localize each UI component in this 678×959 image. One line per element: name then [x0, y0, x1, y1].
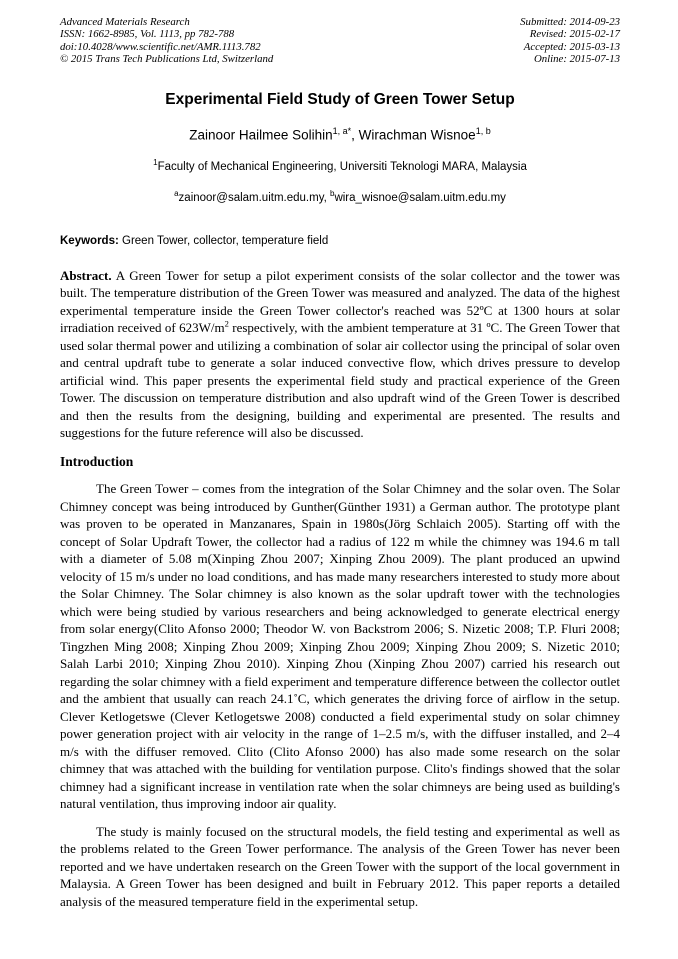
accepted-date: Accepted: 2015-03-13 — [523, 40, 620, 53]
journal-info — [60, 16, 273, 66]
paper-title: Experimental Field Study of Green Tower Setup — [165, 90, 515, 108]
authors-line — [60, 123, 620, 144]
abstract-superscript: 2 — [224, 318, 229, 329]
emails-line — [60, 187, 620, 205]
journal-issn-volume: ISSN: 1662-8985, Vol. 1113, pp 782-788 — [60, 28, 235, 41]
author-superscript-first: 1, a* — [332, 125, 352, 136]
email-superscript-second: b — [329, 188, 335, 198]
keywords-label: Keywords: — [60, 234, 119, 247]
affiliation-text: Faculty of Mechanical Engineering, Universiti Teknologi MARA, Malaysia — [157, 160, 527, 173]
keywords-text: Green Tower, collector, temperature field — [122, 234, 329, 247]
affiliation-superscript: 1 — [153, 158, 158, 168]
email-address-first: zainoor@salam.uitm.edu.my — [178, 191, 324, 204]
email-address-second: wira_wisnoe@salam.uitm.edu.my — [334, 191, 506, 204]
journal-name: Advanced Materials Research — [60, 16, 190, 28]
author-superscript-second: 1, b — [475, 125, 491, 136]
email-superscript-first: a — [174, 188, 179, 198]
revised-date: Revised: 2015-02-17 — [529, 28, 620, 41]
emails-separator: , — [323, 191, 330, 204]
intro-paragraph-1: The Green Tower – comes from the integration of the Solar Chimney and the solar oven. The Solar Chimney concept was being introduced by Gunther(Günther 1931) a German author. The prototype plant was proven to be operated in Manzanares, Spain in 1980s(Jörg Schlaich 2005). Starting off with the concept of Solar Updraft Tower, the collector had a radius of 122 m while the chimney was 194.6 m tall with a diameter of 5.08 m(Xinping Zhou 2007; Xinping Zhou 2009). The plant produced an upwind velocity of 15 m/s under no load conditions, and has made many researchers interested to study more about the Solar Chimney. The Solar chimney is also known as the solar updraft tower with the technologies which were being studied by various researchers and being acknowledged to generate electrical energy from solar energy(Clito Afonso 2000; Theodor W. von Backstrom 2006; S. Nizetic 2008; T.P. Fluri 2008; Tingzhen Ming 2008; Xinping Zhou 2009; Xinping Zhou 2009; Xinping Zhou 2009; S. Nizetic 2010; Salah Larbi 2010; Xinping Zhou 2010). Xinping Zhou (Xinping Zhou 2007) carried his research out regarding the solar chimney with a field experiment and temperature difference between the collector outlet and the ambient that usually can reach 24.1˚C, which generates the driving force of airflow in the setup. Clever Ketlogetswe (Clever Ketlogetswe 2008) conducted a field experimental study on solar chimney power generation project with air velocity in the range of 1–2.5 m/s, with the diffuser installed, and 2–4 m/s with the diffuser removed. Clito (Clito Afonso 2000) has also made some research on the solar chimney that was attached with the building for ventilation purpose. Clito's findings showed that the solar chimney had a significant increase in ventilation rate when the solar chimneys are being used as building's natural ventilation, thus improving indoor air quality. — [60, 481, 620, 812]
journal-doi: doi:10.4028/www.scientific.net/AMR.1113.782 — [60, 40, 261, 53]
author-name-first: Zainoor Hailmee Solihin — [189, 127, 333, 143]
submitted-date: Submitted: 2014-09-23 — [520, 16, 620, 28]
publication-header — [60, 16, 620, 66]
submission-info — [520, 16, 620, 66]
journal-copyright: © 2015 Trans Tech Publications Ltd, Switzerland — [60, 53, 274, 66]
authors-separator: , — [351, 127, 359, 143]
author-name-second: Wirachman Wisnoe — [358, 127, 476, 143]
keywords-line — [60, 234, 620, 248]
abstract-text-part2: respectively, with the ambient temperature at 31 ºC. The Green Tower that used solar thermal power and utilizing a combination of solar air collector using the principal of solar oven and central updraft tube to generate a solar induced convective flow, which drives pressure to develop artificial wind. This paper presents the experimental field study and practical experience of the Green Tower. The discussion on temperature distribution and also updraft wind of the Green Tower is described and then the results from the designing, building and experimental are presented. The results and suggestions for the future reference will also be discussed. — [60, 320, 620, 441]
abstract-label: Abstract. — [60, 267, 112, 283]
intro-paragraph-2: The study is mainly focused on the structural models, the field testing and experimental as well as the problems related to the Green Tower performance. The analysis of the Green Tower has never been reported and we have undertaken research on the Green Tower with the support of the local government in Malaysia. A Green Tower has been designed and built in February 2012. This paper reports a detailed analysis of the measured temperature field in the experimental setup. — [60, 823, 620, 909]
abstract-paragraph — [60, 267, 620, 442]
section-heading-introduction: Introduction — [60, 453, 134, 469]
affiliation-line — [60, 156, 620, 174]
abstract-text-part1: A Green Tower for setup a pilot experiment consists of the solar collector and the tower was built. The temperature distribution of the Green Tower was measured and analyzed. The data of the highest experimental temperature inside the Green Tower collector's reached was 52ºC at 1300 hours at solar irradiation received of 623W/m — [60, 267, 620, 336]
online-date: Online: 2015-07-13 — [533, 53, 620, 66]
